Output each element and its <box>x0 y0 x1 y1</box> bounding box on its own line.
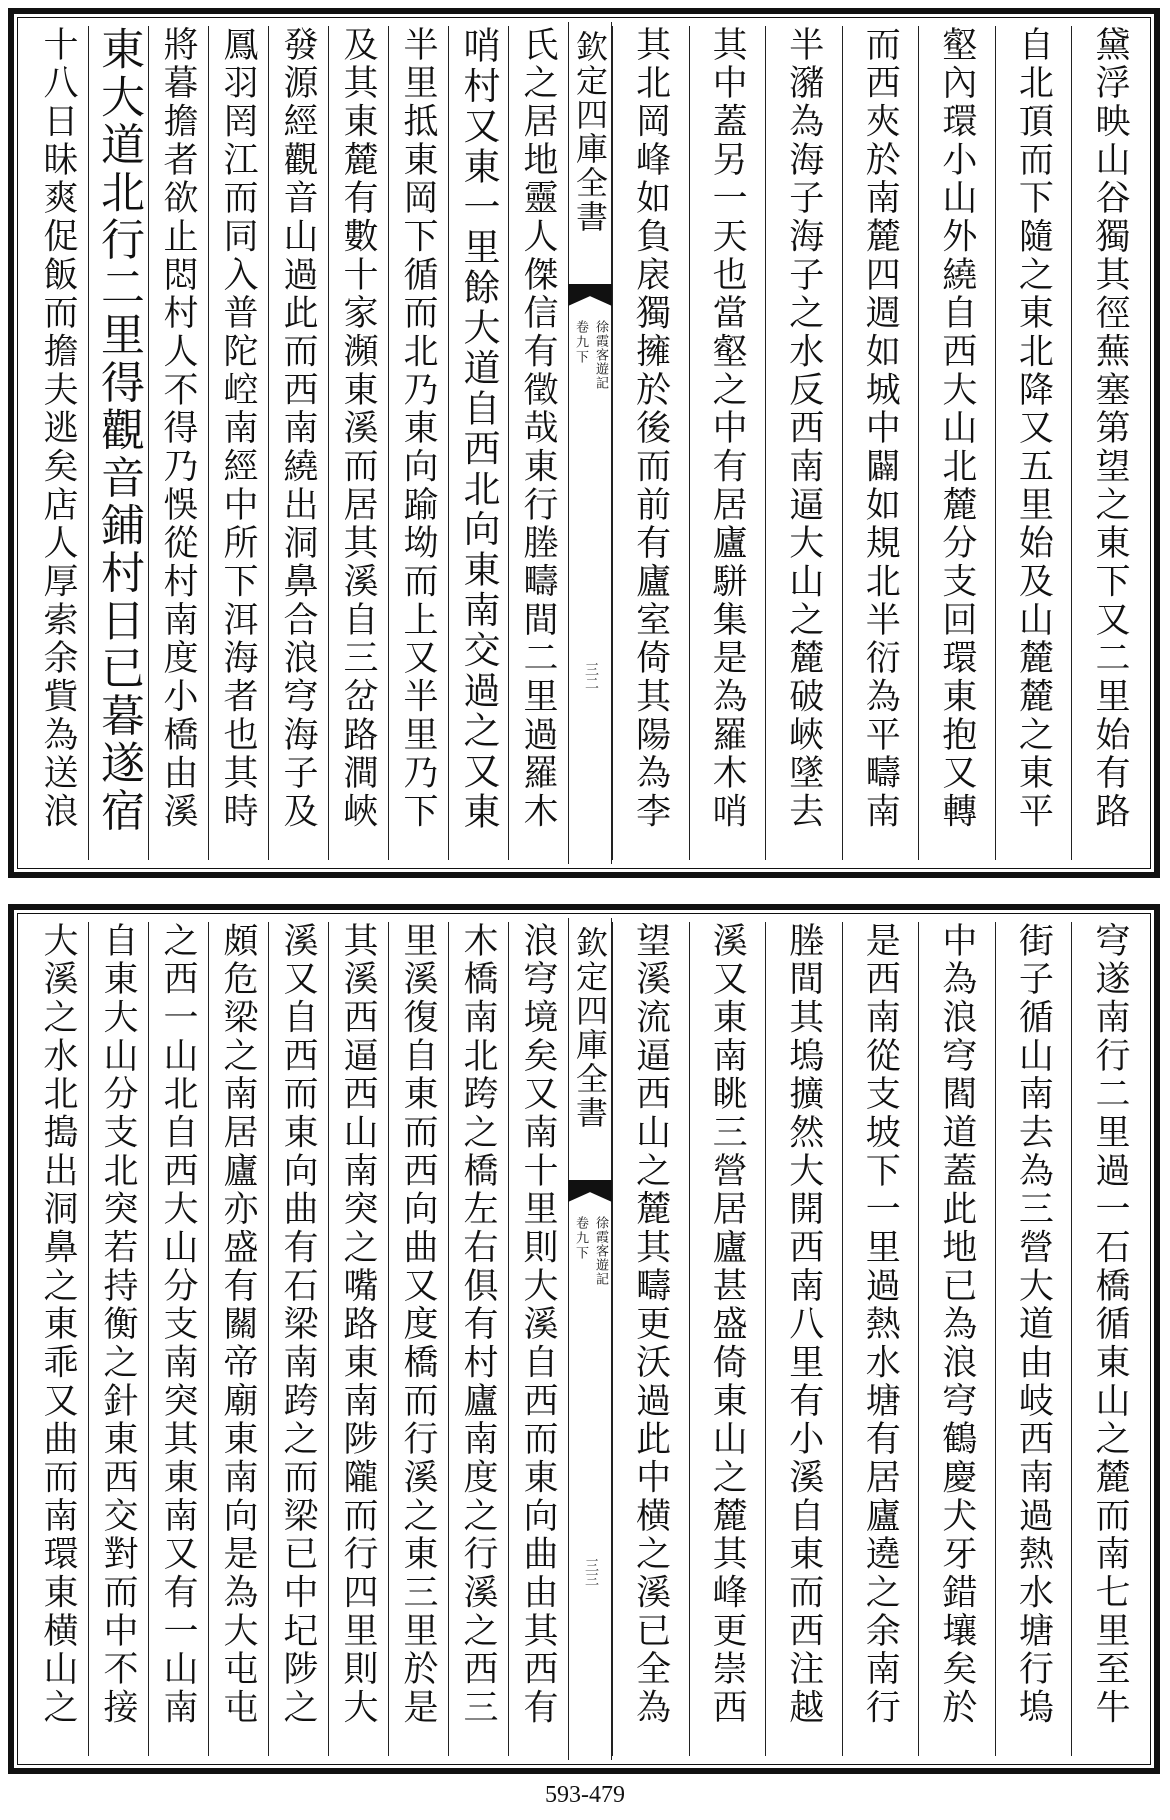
center-fold <box>568 918 612 1760</box>
fishtail-mark <box>568 1180 612 1202</box>
text-column: 壑內環小山外繞自西大山北麓分支回環東抱又轉 <box>918 26 995 860</box>
text-column: 氏之居地靈人傑信有徵哉東行塍疇間二里過羅木 <box>508 26 568 860</box>
text-column: 哨村又東一里餘大道自西北向東南交過之又東 <box>448 26 508 860</box>
center-title: 欽定四庫全書 <box>571 926 609 1130</box>
text-column: 半瀦為海子海子之水反西南逼大山之麓破峽墜去 <box>765 26 842 860</box>
text-column: 浪穹境矣又南十里則大溪自西而東向曲由其西有 <box>508 922 568 1756</box>
text-column: 中為浪穹閻道蓋此地已為浪穹鶴慶犬牙錯壤矣於 <box>918 922 995 1756</box>
text-column: 穹遂南行二里過一石橋循東山之麓而南七里至牛 <box>1071 922 1148 1756</box>
text-column: 其中蓋另一天也當壑之中有居廬駢集是為羅木哨 <box>689 26 766 860</box>
book-title: 徐霞客遊記 <box>593 1216 608 1286</box>
text-column: 溪又自西而東向曲有石梁南跨之而梁已中圮陟之 <box>268 922 328 1756</box>
text-column: 半里抵東岡下循而北乃東向踰坳而上又半里乃下 <box>388 26 448 860</box>
text-column: 東大道北行二里得觀音鋪村日已暮遂宿 <box>88 26 148 860</box>
book-title: 徐霞客遊記 <box>593 320 608 390</box>
text-column: 里溪復自東而西向曲又度橋而行溪之東三里於是 <box>388 922 448 1756</box>
text-column: 自東大山分支北突若持衡之針東西交對而中不接 <box>88 922 148 1756</box>
center-fold <box>568 22 612 864</box>
text-column: 發源經觀音山過此而西南繞出洞鼻合浪穹海子及 <box>268 26 328 860</box>
text-column: 而西夾於南麓四週如城中闢如規北半衍為平疇南 <box>842 26 919 860</box>
volume-label: 卷九下 <box>573 1216 588 1261</box>
fishtail-mark <box>568 284 612 306</box>
text-column: 黛浮映山谷獨其徑蕪塞第望之東下又二里始有路 <box>1071 26 1148 860</box>
page-number-footer: 593-479 <box>545 1782 625 1808</box>
page-top <box>8 8 1160 878</box>
text-column: 之西一山北自西大山分支南突其東南又有一山南 <box>148 922 208 1756</box>
text-column: 塍間其塢擴然大開西南八里有小溪自東而西注越 <box>765 922 842 1756</box>
text-column: 及其東麓有數十家瀕東溪而居其溪自三岔路澗峽 <box>328 26 388 860</box>
text-column: 是西南從支坡下一里過熱水塘有居廬遶之余南行 <box>842 922 919 1756</box>
text-column: 大溪之水北搗出洞鼻之東乖又曲而南環東横山之 <box>38 922 78 1727</box>
text-column: 其北岡峰如負扆獨擁於後而前有廬室倚其陽為李 <box>612 26 689 860</box>
text-column: 頗危梁之南居廬亦盛有關帝廟東南向是為大屯屯 <box>208 922 268 1756</box>
page-bottom <box>8 904 1160 1774</box>
volume-label: 卷九下 <box>573 320 588 365</box>
text-column: 街子循山南去為三營大道由岐西南過熱水塘行塢 <box>995 922 1072 1756</box>
folio-number: 三二 <box>583 662 599 690</box>
text-column: 溪又東南眺三營居廬甚盛倚東山之麓其峰更崇西 <box>689 922 766 1756</box>
folio-number: 三三 <box>583 1558 599 1586</box>
center-title: 欽定四庫全書 <box>571 30 609 234</box>
text-column: 木橋南北跨之橋左右俱有村廬南度之行溪之西三 <box>448 922 508 1756</box>
text-column: 望溪流逼西山之麓其疇更沃過此中横之溪已全為 <box>612 922 689 1756</box>
text-column: 其溪西逼西山南突之嘴路東南陟隴而行四里則大 <box>328 922 388 1756</box>
text-column: 自北頂而下隨之東北降又五里始及山麓麓之東平 <box>995 26 1072 860</box>
text-column: 十八日昧爽促飯而擔夫逃矣店人厚索余貲為送浪 <box>38 26 78 831</box>
text-column: 鳳羽罔江而同入普陀崆南經中所下洱海者也其時 <box>208 26 268 860</box>
text-column: 將暮擔者欲止悶村人不得乃悞從村南度小橋由溪 <box>148 26 208 860</box>
